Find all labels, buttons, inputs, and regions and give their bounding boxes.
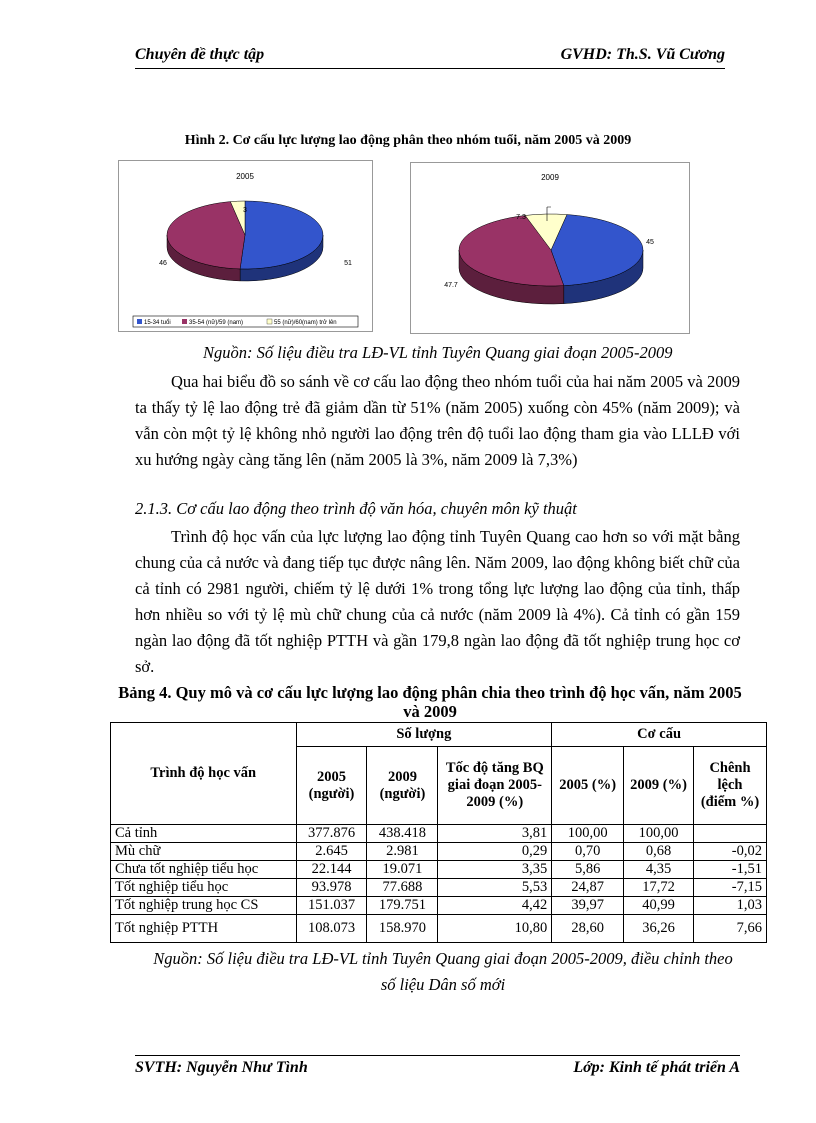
table-cell: 10,80 [438,915,552,943]
table-cell: 7,66 [694,915,767,943]
value-label-1: 46 [159,260,167,267]
legend-swatch-35-54 [182,319,187,324]
table-cell: 1,03 [694,897,767,915]
table-cell: 40,99 [624,897,694,915]
pie-chart-2009-svg [411,163,689,333]
paragraph-1: Qua hai biểu đồ so sánh về cơ cấu lao động theo nhóm tuổi của hai năm 2005 và 2009 ta thấy tỷ lệ lao động trẻ đã giảm dần từ 51% (năm 2005) xuống còn 45% (năm 2009); và vẫn còn một tỷ lệ không nhỏ người lao động trên độ tuổi lao động tham gia vào LLLĐ với xu hướng ngày càng tăng lên (năm 2005 là 3%, năm 2009 là 7,3%) [135,372,740,469]
header-level: Trình độ học vấn [111,723,297,825]
table-cell: 93.978 [296,879,367,897]
value-label-0: 45 [646,239,654,246]
table-cell: 4,35 [624,861,694,879]
table-body [111,825,767,943]
table-cell: 28,60 [552,915,624,943]
table-cell: 377.876 [296,825,367,843]
table-cell: 100,00 [624,825,694,843]
table-title: Bảng 4. Quy mô và cơ cấu lực lượng lao động phân chia theo trình độ học vấn, năm 2005 và 2009 [118,683,742,721]
page-footer [135,1055,740,1080]
table-cell: 5,53 [438,879,552,897]
row-label: Mù chữ [111,843,297,861]
paragraph-age-structure [135,369,740,473]
header-supervisor: GVHD: Th.S. Vũ Cương [560,46,725,63]
table-cell: -1,51 [694,861,767,879]
header-2009-persons: 2009 (người) [367,747,438,825]
table-cell: 4,42 [438,897,552,915]
table-row [111,825,767,843]
table-cell: 36,26 [624,915,694,943]
education-table [110,722,767,943]
table-cell: 438.418 [367,825,438,843]
value-label-2: 3 [243,207,247,214]
table-cell: 19.071 [367,861,438,879]
table-cell: 77.688 [367,879,438,897]
table-cell: 0,68 [624,843,694,861]
paragraph-education [135,524,740,680]
pie-2005-slices [159,201,352,281]
table-cell: 17,72 [624,879,694,897]
pie-chart-2005-svg [119,161,372,331]
pie-chart-2009 [410,162,690,334]
value-label-0: 51 [344,260,352,267]
chart-title-2005: 2005 [236,172,254,181]
value-label-2: 7.3 [516,214,526,221]
pie-2009-slices [444,207,654,304]
table-cell: 2.981 [367,843,438,861]
table-cell: 100,00 [552,825,624,843]
figure-source: Nguồn: Số liệu điều tra LĐ-VL tỉnh Tuyên Quang giai đoạn 2005-2009 [203,343,673,362]
row-label: Chưa tốt nghiệp tiểu học [111,861,297,879]
table-row [111,915,767,943]
table-cell: 22.144 [296,861,367,879]
table-cell: 108.073 [296,915,367,943]
table-cell [694,825,767,843]
paragraph-2: Trình độ học vấn của lực lượng lao động tỉnh Tuyên Quang cao hơn so với mặt bằng chung của cả nước và đang tiếp tục được nâng lên. Năm 2009, lao động không biết chữ của cả tỉnh có 2981 người, chiếm tỷ lệ dưới 1% trong tổng lực lượng lao động của tỉnh, thấp hơn nhiều so với tỷ lệ mù chữ chung của cả nước (năm 2009 là 4%). Cả tỉnh có gần 159 ngàn lao động đã tốt nghiệp PTTH và gần 179,8 ngàn lao động đã tốt nghiệp trung học cơ sở. [135,527,740,676]
table-cell: 3,81 [438,825,552,843]
table-cell: 151.037 [296,897,367,915]
row-label: Tốt nghiệp trung học CS [111,897,297,915]
header-2009-pct: 2009 (%) [624,747,694,825]
chart-title-2009: 2009 [541,173,559,182]
table-cell: -0,02 [694,843,767,861]
table-cell: 39,97 [552,897,624,915]
header-structure: Cơ cấu [552,723,767,747]
table-row [111,861,767,879]
header-quantity: Số lượng [296,723,552,747]
header-growth: Tốc độ tăng BQ giai đoạn 2005-2009 (%) [438,747,552,825]
table-row [111,879,767,897]
legend-label-55-60: 55 (nữ)/60(nam) trở lên [274,320,337,326]
header-course: Chuyên đề thực tập [135,46,265,63]
table-source: Nguồn: Số liệu điều tra LĐ-VL tỉnh Tuyên Quang giai đoạn 2005-2009, điều chỉnh theo số liệu Dân số mới [153,949,733,994]
footer-student: SVTH: Nguyễn Như Tình [135,1059,308,1076]
pie-chart-2005 [118,160,373,332]
section-heading: 2.1.3. Cơ cấu lao động theo trình độ văn hóa, chuyên môn kỹ thuật [135,499,577,518]
table-row [111,843,767,861]
legend-swatch-15-34 [137,319,142,324]
figure-title: Hình 2. Cơ cấu lực lượng lao động phân theo nhóm tuổi, năm 2005 và 2009 [184,133,632,148]
table-cell: 24,87 [552,879,624,897]
table-cell: 0,70 [552,843,624,861]
legend-label-35-54: 35-54 (nữ)/59 (nam) [189,320,244,326]
table-cell: 158.970 [367,915,438,943]
header-diff: Chênh lệch (điểm %) [694,747,767,825]
footer-class: Lớp: Kinh tế phát triển A [573,1059,740,1076]
table-row [111,897,767,915]
header-2005-persons: 2005 (người) [296,747,367,825]
table-cell: 0,29 [438,843,552,861]
row-label: Tốt nghiệp tiểu học [111,879,297,897]
table-cell: 3,35 [438,861,552,879]
page-header [135,44,725,69]
table-cell: 2.645 [296,843,367,861]
table-cell: 179.751 [367,897,438,915]
row-label: Tốt nghiệp PTTH [111,915,297,943]
value-label-1: 47.7 [444,282,458,289]
legend-label-15-34: 15-34 tuổi [144,320,171,326]
table-cell: -7,15 [694,879,767,897]
table-cell: 5,86 [552,861,624,879]
legend-swatch-55-60 [267,319,272,324]
row-label: Cả tỉnh [111,825,297,843]
header-2005-pct: 2005 (%) [552,747,624,825]
